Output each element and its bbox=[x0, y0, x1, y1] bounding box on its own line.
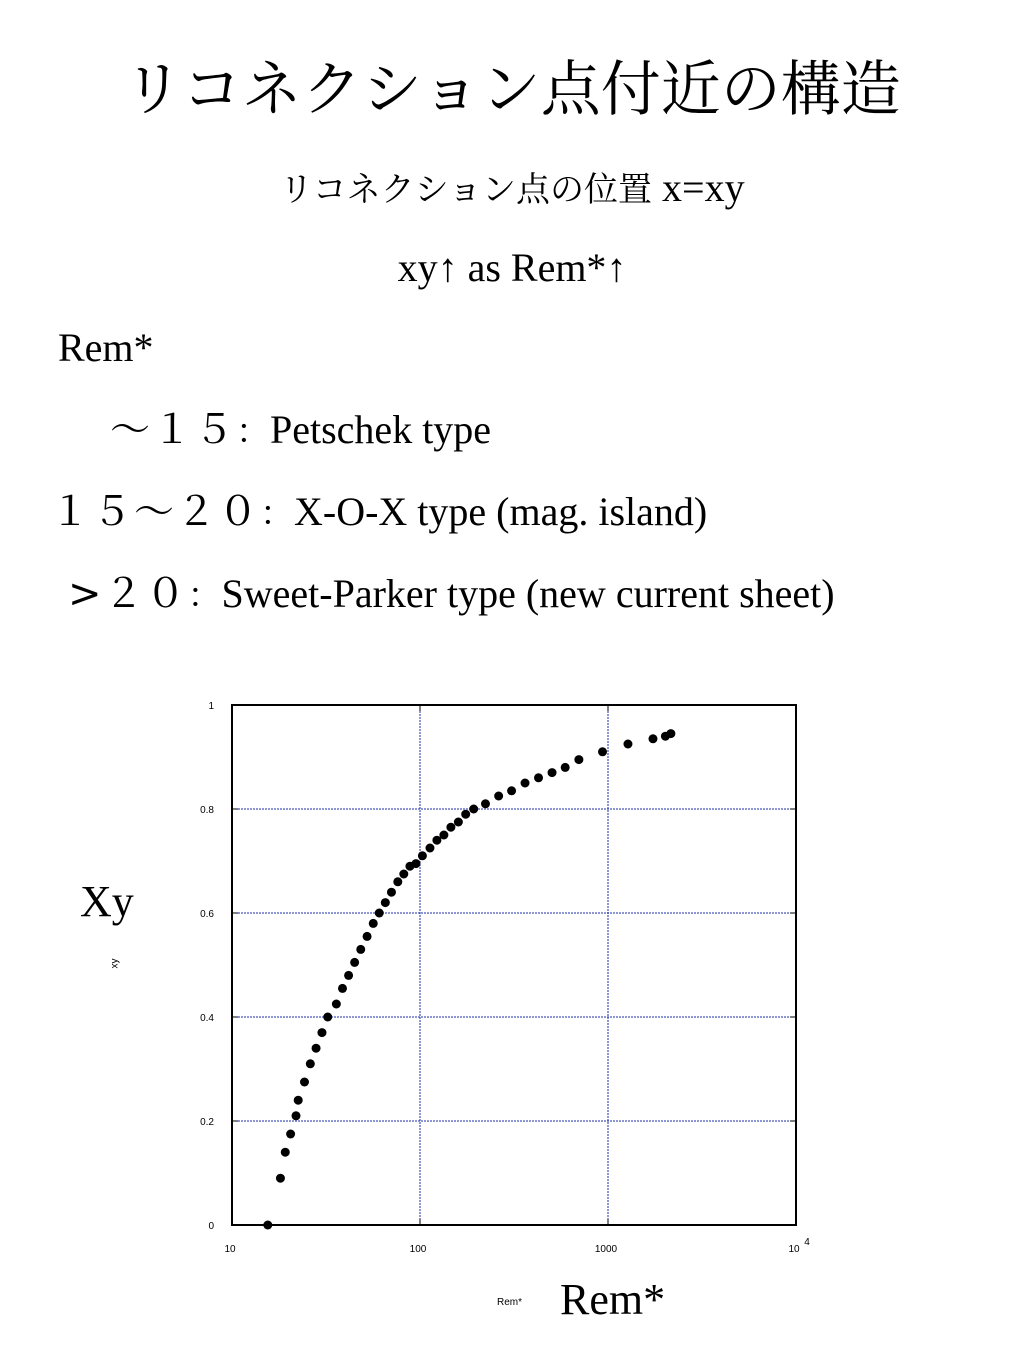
data-point bbox=[381, 898, 390, 907]
data-point bbox=[521, 779, 530, 788]
trend-note: xy↑ as Rem*↑ bbox=[397, 245, 627, 290]
data-point bbox=[393, 877, 402, 886]
data-point bbox=[481, 799, 490, 808]
x-tick-exponent: 4 bbox=[804, 1237, 810, 1248]
x-tick-label: 10 bbox=[224, 1244, 236, 1255]
regime-sweet-parker bbox=[68, 570, 835, 620]
data-point bbox=[276, 1174, 285, 1183]
regime-description: Sweet-Parker type (new current sheet) bbox=[221, 571, 835, 616]
data-point bbox=[454, 818, 463, 827]
data-point bbox=[292, 1111, 301, 1120]
data-point bbox=[574, 755, 583, 764]
y-tick-label: 0.2 bbox=[200, 1117, 214, 1128]
y-axis-title-large: Xy bbox=[80, 877, 134, 926]
data-point bbox=[469, 805, 478, 814]
data-point bbox=[418, 851, 427, 860]
data-point bbox=[323, 1013, 332, 1022]
page-title: リコネクション点付近の構造 bbox=[123, 55, 901, 125]
reconnection-point-heading bbox=[0, 164, 1024, 214]
data-point bbox=[338, 984, 347, 993]
y-tick-label: 1 bbox=[208, 701, 214, 712]
data-point bbox=[332, 1000, 341, 1009]
reconnection-point-heading-formula: x=xy bbox=[652, 165, 745, 210]
data-point bbox=[534, 773, 543, 782]
regime-petschek bbox=[110, 406, 491, 456]
data-point bbox=[281, 1148, 290, 1157]
regime-header: Rem* bbox=[58, 325, 154, 370]
y-tick-label: 0.4 bbox=[200, 1013, 214, 1024]
data-point bbox=[411, 859, 420, 868]
regime-description: X-O-X type (mag. island) bbox=[294, 489, 708, 534]
data-point bbox=[425, 844, 434, 853]
regime-range: >２０ bbox=[68, 571, 188, 617]
data-point bbox=[494, 792, 503, 801]
data-point bbox=[350, 958, 359, 967]
data-point bbox=[666, 729, 675, 738]
plot-frame bbox=[232, 705, 796, 1225]
data-point bbox=[344, 971, 353, 980]
x-tick-label: 1000 bbox=[594, 1244, 618, 1255]
data-point bbox=[548, 768, 557, 777]
chart-grid bbox=[232, 705, 796, 1225]
chart-points bbox=[263, 729, 675, 1229]
regime-separator: ： bbox=[260, 494, 294, 534]
data-point bbox=[446, 823, 455, 832]
data-point bbox=[306, 1059, 315, 1068]
x-tick-label: 10 bbox=[788, 1244, 800, 1255]
regime-separator: ： bbox=[236, 412, 270, 452]
data-point bbox=[561, 763, 570, 772]
data-point bbox=[375, 909, 384, 918]
data-point bbox=[294, 1096, 303, 1105]
data-point bbox=[300, 1078, 309, 1087]
x-tick-label: 100 bbox=[409, 1244, 427, 1255]
scatter-chart bbox=[0, 690, 1024, 1270]
regime-range: ～１５ bbox=[110, 407, 236, 453]
data-point bbox=[286, 1130, 295, 1139]
data-point bbox=[363, 932, 372, 941]
data-point bbox=[399, 870, 408, 879]
regime-separator: ： bbox=[187, 576, 222, 616]
y-axis-title-small: xy bbox=[109, 958, 121, 969]
x-axis-title-small: Rem* bbox=[497, 1297, 523, 1308]
data-point bbox=[356, 945, 365, 954]
data-point bbox=[598, 747, 607, 756]
data-point bbox=[461, 810, 470, 819]
data-point bbox=[439, 831, 448, 840]
regime-xox bbox=[50, 488, 707, 538]
data-point bbox=[648, 734, 657, 743]
data-point bbox=[369, 919, 378, 928]
y-tick-label: 0 bbox=[208, 1221, 214, 1232]
data-point bbox=[317, 1028, 326, 1037]
chart-ticks bbox=[200, 701, 810, 1255]
regime-range: １５～２０ bbox=[50, 489, 260, 535]
data-point bbox=[507, 786, 516, 795]
y-tick-label: 0.8 bbox=[200, 805, 214, 816]
regime-description: Petschek type bbox=[270, 407, 492, 452]
reconnection-point-heading-jp: リコネクション点の位置 bbox=[279, 170, 653, 210]
data-point bbox=[387, 888, 396, 897]
data-point bbox=[623, 740, 632, 749]
x-axis-title-large: Rem* bbox=[560, 1275, 666, 1324]
y-tick-label: 0.6 bbox=[200, 909, 214, 920]
data-point bbox=[312, 1044, 321, 1053]
data-point bbox=[263, 1221, 272, 1230]
